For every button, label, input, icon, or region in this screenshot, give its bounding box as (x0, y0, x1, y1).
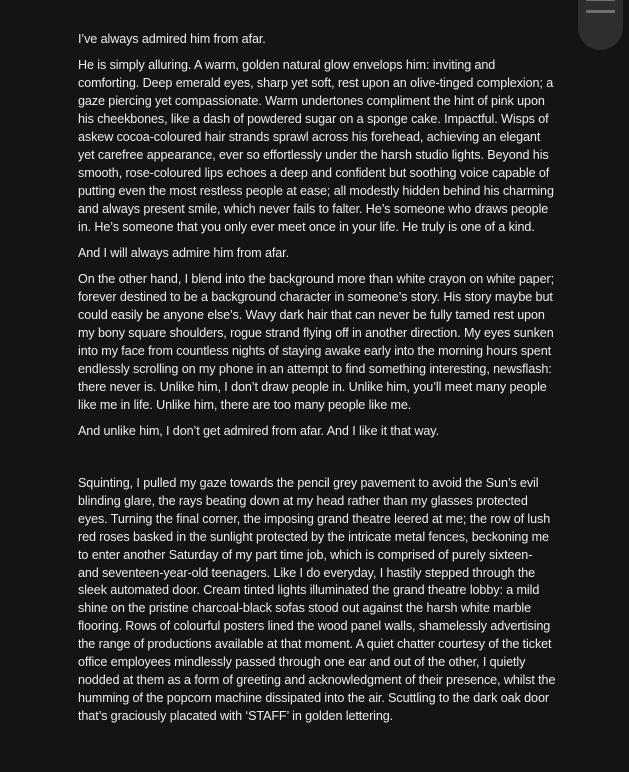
story-text (78, 31, 556, 734)
paragraph-1: I’ve always admired him from afar. (78, 32, 266, 46)
paragraph-5: And unlike him, I don’t get admired from afar. And I like it that way. (78, 424, 439, 439)
paragraph-2: He is simply alluring. A warm, golden natural glow envelops him: inviting and comforting. Deep emerald eyes, sharp yet soft, rest upon an olive-tinged complexion; a gaze piercing yet compassionate. Warm undertones compliment the hint of pink upon his cheekbones, like a dash of powdered sugar on a sponge cake. Impactful. Wisps of askew cocoa-coloured hair strands sprawl across his forehead, achieving an elegant yet carefree appearance, ever so effortlessly under the harsh studio lights. Beyond his smooth, rose-coloured lips echoes a deep and confident but soothing voice capable of putting even the most restless people at ease; all modestly hidden behind his charming and always present smile, which never fails to falter. He’s someone who draws people in. He’s someone that you only ever meet once in your life. He truly is one of a kind. (78, 58, 554, 234)
paragraph-6: Squinting, I pulled my gaze towards the pencil grey pavement to avoid the Sun’s evil blinding glare, the rays beating down at my head rather than my glasses protected eyes. Turning the final corner, the imposing grand theatre leered at me; the row of lush red roses basked in the sunlight protected by the intricate metal fences, beckoning me to enter another Saturday of my part time job, which is comprised of purely sixteen- and seventeen-year-old teenagers. Like I do everyday, I hastily stepped through the sleek automated door. Cream tinted lights illuminated the grand theatre lobby: a mild shine on the pristine charcoal-black sofas stood out against the harsh white marble flooring. Rows of colourful posters lined the wood panel walls, shamelessly advertising the range of productions available at that moment. A quiet chatter courtesy of the ticket office employees mindlessly passed through one ear and out of the other, I quietly nodded at them as a form of greeting and acknowledgment of their presence, whilst the humming of the popcorn machine dissipated into the air. Scuttling to the dark oak door that’s graciously placated with ‘STAFF’ in golden lettering. (78, 476, 556, 723)
menu-button[interactable] (578, 0, 623, 50)
paragraph-4: On the other hand, I blend into the background more than white crayon on white paper; forever destined to be a background character in someone’s story. His story maybe but could easily be anyone else’s. Wavy dark hair that can never be fully tamed rest upon my bony square shoulders, rogue strand flying off in another direction. My eyes sunken into my face from countless nights of staying awake early into the morning hours spent endlessly scrolling on my phone in an attempt to find something interesting, newsflash: there never is. Unlike him, I don’t draw people in. Unlike him, you’ll meet many people like me in life. Unlike him, there are too many people like me. (78, 272, 554, 412)
paragraph-3: And I will always admire him from afar. (78, 245, 289, 260)
hamburger-menu-icon-bar (586, 10, 615, 13)
hamburger-menu-icon (586, 0, 615, 1)
